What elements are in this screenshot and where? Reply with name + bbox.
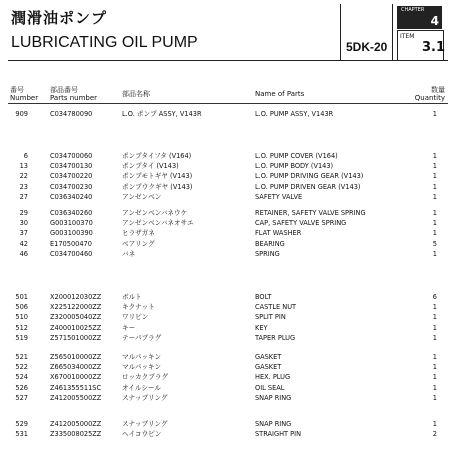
part-number: C034700220 xyxy=(50,172,93,181)
part-name-jp: ワリピン xyxy=(122,313,149,322)
quantity: 1 xyxy=(432,393,437,402)
quantity: 1 xyxy=(432,209,437,217)
part-ref-number: 42 xyxy=(19,239,28,248)
part-name: STRAIGHT PIN xyxy=(255,430,302,439)
part-name-jp: ヒラザガネ xyxy=(122,229,155,238)
part-number: Z665034000ZZ xyxy=(50,363,102,372)
part-name-jp: ベアリング xyxy=(122,239,155,248)
table-row xyxy=(0,363,457,372)
header-divider-right xyxy=(392,4,393,60)
part-name: GASKET xyxy=(255,353,282,361)
table-row xyxy=(0,334,457,343)
part-name-jp: スナップリング xyxy=(122,420,168,428)
part-name: BEARING xyxy=(255,239,285,248)
col-parts-number-en: Parts number xyxy=(50,94,98,102)
quantity: 1 xyxy=(432,383,437,392)
part-name-jp: ポンプタイ (V143) xyxy=(122,162,179,171)
part-name: L.O. PUMP ASSY, V143R xyxy=(255,110,334,118)
quantity: 1 xyxy=(432,333,437,342)
part-number: C034780090 xyxy=(50,110,93,118)
part-number: C034700060 xyxy=(50,152,93,160)
part-name-jp: アンゼンベンバネオサエ xyxy=(122,219,194,228)
part-name: SPRING xyxy=(255,249,280,258)
quantity: 1 xyxy=(432,249,437,258)
item-label: ITEM xyxy=(400,33,415,40)
part-name-jp: ロッカクプラグ xyxy=(122,373,169,382)
table-row xyxy=(0,219,457,228)
part-name: RETAINER, SAFETY VALVE SPRING xyxy=(255,209,366,217)
part-number: Z400010025ZZ xyxy=(50,323,102,332)
quantity: 1 xyxy=(432,229,437,238)
part-name: BOLT xyxy=(255,293,272,301)
part-name: HEX. PLUG xyxy=(255,373,291,382)
part-ref-number: 30 xyxy=(19,219,28,228)
part-name: SAFETY VALVE xyxy=(255,192,303,201)
quantity: 1 xyxy=(432,373,437,382)
quantity: 1 xyxy=(432,323,437,332)
table-row xyxy=(0,420,457,429)
table-row xyxy=(0,373,457,382)
col-parts-number xyxy=(50,86,97,102)
item-number: 3.1 xyxy=(422,40,446,55)
part-ref-number: 522 xyxy=(15,363,28,372)
quantity: 5 xyxy=(432,239,437,248)
col-quantity-en: Quantity xyxy=(414,94,445,102)
title-japanese: 潤滑油ポンプ xyxy=(11,9,108,27)
quantity: 1 xyxy=(432,162,437,171)
part-number: G003100370 xyxy=(50,219,93,228)
col-name-of-parts: Name of Parts xyxy=(255,90,305,98)
part-name: TAPER PLUG xyxy=(255,333,296,342)
col-parts-name-jp: 部品名称 xyxy=(122,90,150,98)
table-row xyxy=(0,394,457,403)
part-ref-number: 29 xyxy=(19,209,28,217)
part-number: X225122000ZZ xyxy=(50,303,102,312)
part-ref-number: 6 xyxy=(23,152,28,160)
part-name: SPLIT PIN xyxy=(255,313,286,322)
part-name-jp: テーパプラグ xyxy=(122,333,162,342)
part-number: G003100390 xyxy=(50,229,93,238)
part-number: Z320005040ZZ xyxy=(50,313,102,322)
table-row xyxy=(0,430,457,439)
part-name-jp: マルパッキン xyxy=(122,363,162,372)
part-name-jp: アンゼンベンバネウケ xyxy=(122,209,188,217)
part-name-jp: ポンプタイフタ (V164) xyxy=(122,152,192,160)
table-row xyxy=(0,324,457,333)
part-name-jp: キクナット xyxy=(122,303,155,312)
table-row xyxy=(0,162,457,171)
quantity: 1 xyxy=(432,152,437,160)
part-name: GASKET xyxy=(255,363,282,372)
part-ref-number: 46 xyxy=(19,249,28,258)
part-name: L.O. PUMP BODY (V143) xyxy=(255,162,334,171)
table-row xyxy=(0,293,457,302)
table-row xyxy=(0,313,457,322)
header-divider-left xyxy=(340,4,341,60)
part-number: Z412005500ZZ xyxy=(50,393,102,402)
part-name-jp: ポンプウクギヤ (V143) xyxy=(122,182,193,191)
quantity: 1 xyxy=(432,172,437,181)
table-row xyxy=(0,209,457,218)
part-ref-number: 37 xyxy=(19,229,28,238)
part-number: C034700130 xyxy=(50,162,93,171)
table-row xyxy=(0,193,457,202)
part-number: C036340240 xyxy=(50,192,93,201)
table-row xyxy=(0,353,457,362)
part-name: SNAP RING xyxy=(255,420,292,428)
part-name-jp: アンゼンベン xyxy=(122,192,162,201)
part-ref-number: 526 xyxy=(15,383,28,392)
part-name-jp: ヘイコウピン xyxy=(122,430,162,439)
header-bottom-rule xyxy=(8,60,448,61)
part-number: C034700230 xyxy=(50,182,93,191)
col-quantity-jp: 数量 xyxy=(431,86,445,94)
quantity: 1 xyxy=(432,313,437,322)
part-ref-number: 529 xyxy=(15,420,28,428)
part-number: Z412005000ZZ xyxy=(50,420,102,428)
part-name-jp: ポンプモトギヤ (V143) xyxy=(122,172,193,181)
part-name-jp: マルパッキン xyxy=(122,353,162,361)
part-ref-number: 510 xyxy=(15,313,28,322)
part-number: Z335008025ZZ xyxy=(50,430,102,439)
col-number xyxy=(10,86,38,102)
part-number: E170500470 xyxy=(50,239,92,248)
part-name: L.O. PUMP DRIVING GEAR (V143) xyxy=(255,172,364,181)
part-name: FLAT WASHER xyxy=(255,229,302,238)
part-number: X670010000ZZ xyxy=(50,373,102,382)
quantity: 1 xyxy=(432,219,437,228)
part-ref-number: 527 xyxy=(15,393,28,402)
table-row xyxy=(0,229,457,238)
part-name: CAP, SAFETY VALVE SPRING xyxy=(255,219,347,228)
part-name: KEY xyxy=(255,323,268,332)
part-name: L.O. PUMP DRIVEN GEAR (V143) xyxy=(255,182,361,191)
part-name: SNAP RING xyxy=(255,393,292,402)
quantity: 1 xyxy=(432,110,437,118)
part-number: Z565010000ZZ xyxy=(50,353,102,361)
quantity: 1 xyxy=(432,182,437,191)
table-row xyxy=(0,183,457,192)
engine-model: 5DK-20 xyxy=(346,40,388,54)
quantity: 6 xyxy=(432,293,437,301)
part-number: Z571501000ZZ xyxy=(50,333,102,342)
part-name-jp: スナップリング xyxy=(122,393,168,402)
part-ref-number: 501 xyxy=(15,293,28,301)
part-name-jp: キー xyxy=(122,323,136,332)
part-ref-number: 512 xyxy=(15,323,28,332)
part-ref-number: 27 xyxy=(19,192,28,201)
part-ref-number: 22 xyxy=(19,172,28,181)
part-name: L.O. PUMP COVER (V164) xyxy=(255,152,338,160)
part-name-jp: ボルト xyxy=(122,293,142,301)
quantity: 2 xyxy=(432,430,437,439)
part-number: C034700460 xyxy=(50,249,93,258)
part-ref-number: 531 xyxy=(15,430,28,439)
quantity: 1 xyxy=(432,192,437,201)
quantity: 1 xyxy=(432,303,437,312)
table-row xyxy=(0,110,457,119)
table-row xyxy=(0,240,457,249)
part-name: OIL SEAL xyxy=(255,383,285,392)
table-row xyxy=(0,172,457,181)
part-ref-number: 521 xyxy=(15,353,28,361)
quantity: 1 xyxy=(432,420,437,428)
table-row xyxy=(0,384,457,393)
col-number-en: Number xyxy=(10,94,39,102)
table-row xyxy=(0,303,457,312)
title-english: LUBRICATING OIL PUMP xyxy=(11,34,198,51)
col-number-jp: 番号 xyxy=(10,86,24,94)
part-name-jp: バネ xyxy=(122,249,136,258)
quantity: 1 xyxy=(432,353,437,361)
chapter-number: 4 xyxy=(430,14,439,28)
page-header xyxy=(0,0,457,62)
part-name-jp: オイルシール xyxy=(122,383,161,392)
chapter-box xyxy=(397,6,442,29)
part-ref-number: 909 xyxy=(15,110,28,118)
table-row xyxy=(0,152,457,161)
part-number: X200012030ZZ xyxy=(50,293,102,301)
column-header-rule xyxy=(8,103,448,104)
table-row xyxy=(0,250,457,259)
part-ref-number: 13 xyxy=(19,162,28,171)
part-name: CASTLE NUT xyxy=(255,303,297,312)
part-ref-number: 524 xyxy=(15,373,28,382)
part-name-jp: L.O. ポンプ ASSY, V143R xyxy=(122,110,202,118)
part-number: C036340260 xyxy=(50,209,93,217)
part-number: Z461355511SC xyxy=(50,383,102,392)
part-ref-number: 506 xyxy=(15,303,28,312)
chapter-label: CHAPTER xyxy=(401,7,425,13)
quantity: 1 xyxy=(432,363,437,372)
col-parts-number-jp: 部品番号 xyxy=(50,86,78,94)
part-ref-number: 23 xyxy=(19,182,28,191)
col-quantity xyxy=(415,86,445,102)
part-ref-number: 519 xyxy=(15,333,28,342)
